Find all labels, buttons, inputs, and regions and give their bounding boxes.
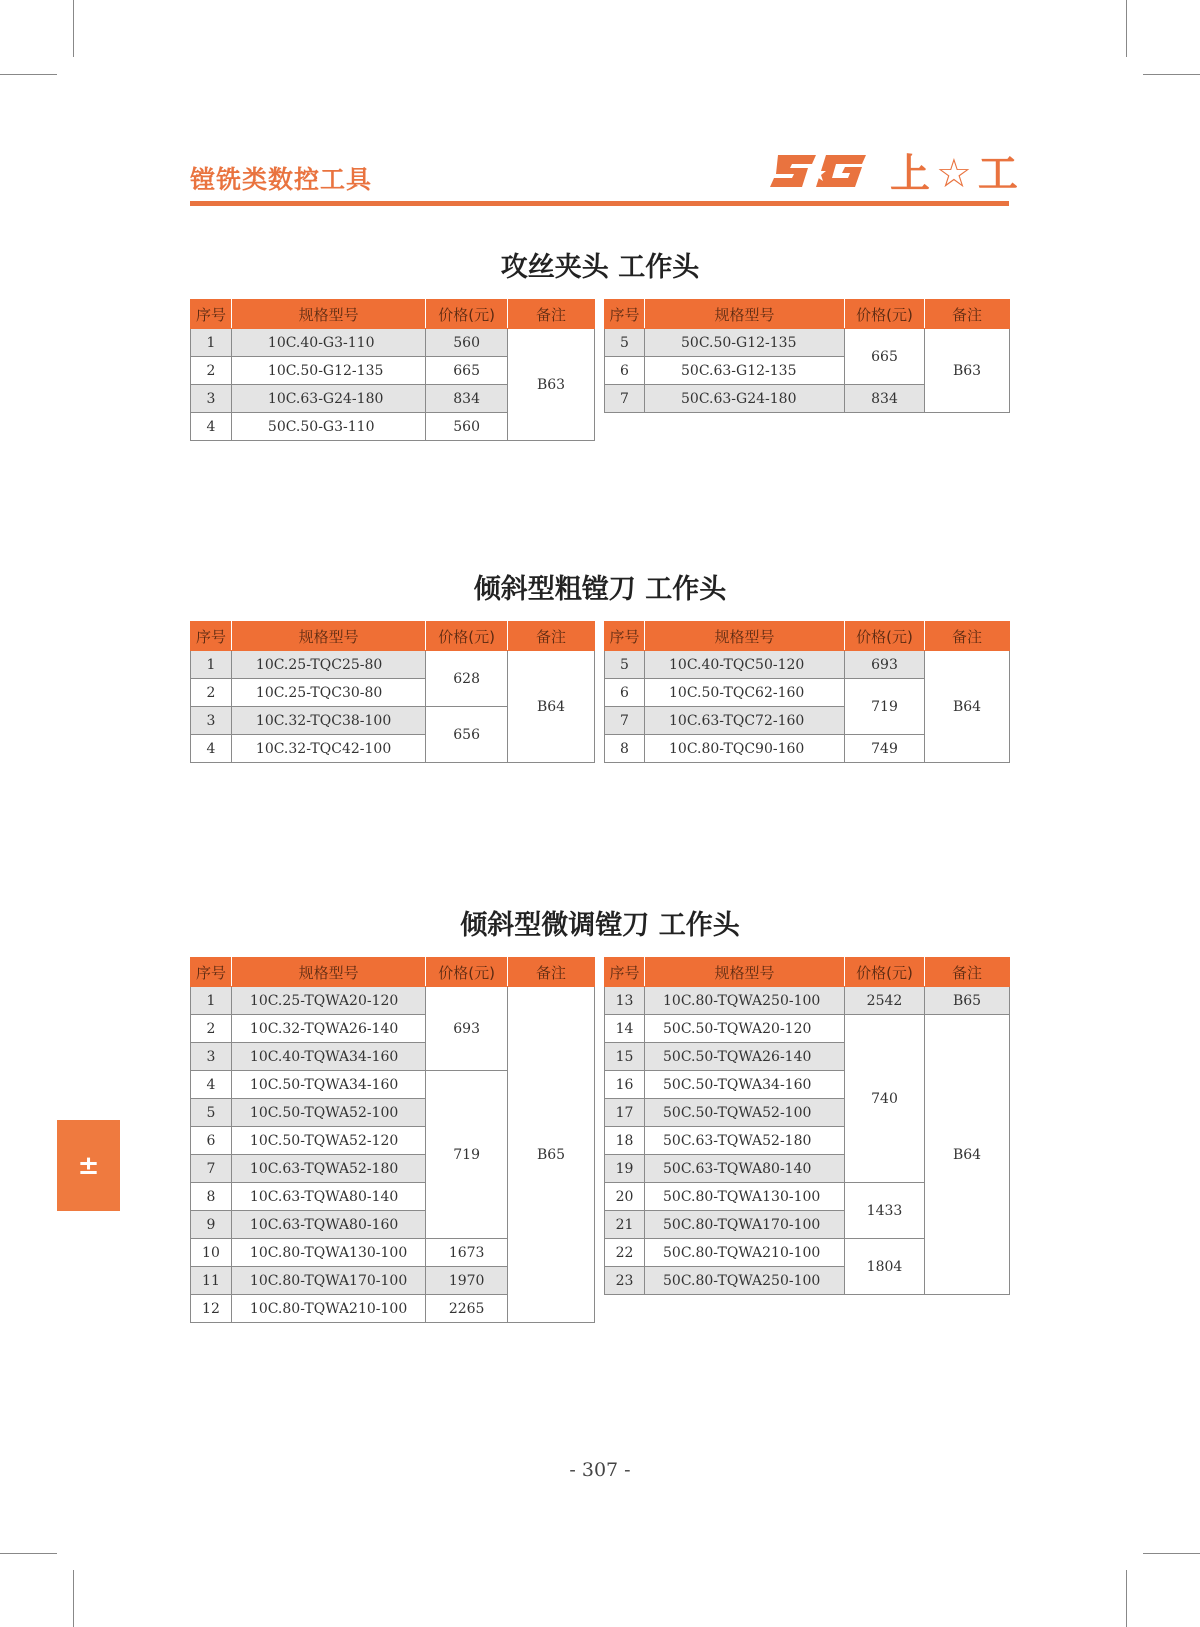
crop-mark	[1143, 74, 1200, 75]
table-row: 1 10C.25-TQC25-80 628 B64	[191, 651, 595, 679]
table-row: 18 50C.63-TQWA52-180	[605, 1127, 1010, 1155]
table-row: 8 10C.63-TQWA80-140	[191, 1183, 595, 1211]
section-title-rough-boring: 倾斜型粗镗刀 工作头	[473, 574, 727, 605]
table-row: 7 50C.63-G24-180 834	[605, 385, 1010, 413]
fine-boring-table-left	[190, 957, 595, 1323]
table-row: 10 10C.80-TQWA130-100 1673	[191, 1239, 595, 1267]
table-row: 5 50C.50-G12-135 665 B63	[605, 329, 1010, 357]
section-title-fine-boring: 倾斜型微调镗刀 工作头	[460, 910, 740, 941]
table-row: 7 10C.63-TQC72-160	[605, 707, 1010, 735]
table-row: 21 50C.80-TQWA170-100	[605, 1211, 1010, 1239]
section-title-tapping: 攻丝夹头 工作头	[500, 252, 700, 283]
table-row: 6 10C.50-TQC62-160 719	[605, 679, 1010, 707]
col-price: 价格(元)	[426, 300, 508, 329]
table-header-row: 序号 规格型号 价格(元) 备注	[605, 958, 1010, 987]
table-header-row: 序号 规格型号 价格(元) 备注	[605, 300, 1010, 329]
table-row: 4 50C.50-G3-110 560	[191, 413, 595, 441]
note-cell: B65	[508, 987, 595, 1323]
col-note: 备注	[508, 300, 595, 329]
table-row: 12 10C.80-TQWA210-100 2265	[191, 1295, 595, 1323]
table-header-row: 序号 规格型号 价格(元) 备注	[191, 958, 595, 987]
table-row: 5 10C.40-TQC50-120 693 B64	[605, 651, 1010, 679]
table-header-row	[191, 300, 595, 329]
table-row: 2 10C.50-G12-135 665	[191, 357, 595, 385]
table-row: 14 50C.50-TQWA20-120 740 B64	[605, 1015, 1010, 1043]
table-row: 15 50C.50-TQWA26-140	[605, 1043, 1010, 1071]
crop-mark	[73, 0, 74, 57]
category-title: 镗铣类数控工具	[190, 165, 373, 194]
table-row: 4 10C.50-TQWA34-160 719	[191, 1071, 595, 1099]
table-row: 1 10C.40-G3-110 560 B63	[191, 329, 595, 357]
crop-mark	[1143, 1553, 1200, 1554]
table-row: 1 10C.25-TQWA20-120 693 B65	[191, 987, 595, 1015]
table-row: 11 10C.80-TQWA170-100 1970	[191, 1267, 595, 1295]
table-row: 22 50C.80-TQWA210-100 1804	[605, 1239, 1010, 1267]
table-row: 3 10C.40-TQWA34-160	[191, 1043, 595, 1071]
header-rule	[190, 201, 1009, 206]
rough-boring-table-right	[604, 621, 1010, 763]
table-row: 20 50C.80-TQWA130-100 1433	[605, 1183, 1010, 1211]
note-cell: B63	[925, 329, 1010, 413]
table-header-row: 序号 规格型号 价格(元) 备注	[191, 622, 595, 651]
table-row: 3 10C.63-G24-180 834	[191, 385, 595, 413]
page-number: - 307 -	[569, 1459, 631, 1481]
table-row: 6 10C.50-TQWA52-120	[191, 1127, 595, 1155]
table-row: 4 10C.32-TQC42-100	[191, 735, 595, 763]
rough-boring-table-left	[190, 621, 595, 763]
table-row: 7 10C.63-TQWA52-180	[191, 1155, 595, 1183]
table-row: 2 10C.32-TQWA26-140	[191, 1015, 595, 1043]
table-row: 16 50C.50-TQWA34-160	[605, 1071, 1010, 1099]
brand-name: 上☆工	[890, 151, 1024, 197]
table-row: 13 10C.80-TQWA250-100 2542 B65	[605, 987, 1010, 1015]
col-idx: 序号	[191, 300, 232, 329]
table-row: 9 10C.63-TQWA80-160	[191, 1211, 595, 1239]
table-row: 5 10C.50-TQWA52-100	[191, 1099, 595, 1127]
table-row: 8 10C.80-TQC90-160 749	[605, 735, 1010, 763]
crop-mark	[0, 74, 57, 75]
note-cell: B65	[925, 987, 1010, 1015]
table-row: 2 10C.25-TQC30-80	[191, 679, 595, 707]
note-cell: B63	[508, 329, 595, 441]
fine-boring-table-right	[604, 957, 1010, 1295]
crop-mark	[0, 1553, 57, 1554]
note-cell: B64	[925, 1015, 1010, 1295]
table-row: 6 50C.63-G12-135	[605, 357, 1010, 385]
crop-mark	[73, 1570, 74, 1627]
tapping-table-left	[190, 299, 595, 441]
table-row: 19 50C.63-TQWA80-140	[605, 1155, 1010, 1183]
col-model: 规格型号	[231, 300, 425, 329]
crop-mark	[1126, 0, 1127, 57]
note-cell: B64	[508, 651, 595, 763]
chapter-tab: ±	[57, 1120, 120, 1211]
crop-mark	[1126, 1570, 1127, 1627]
sg-logo-icon	[770, 151, 870, 191]
table-row: 23 50C.80-TQWA250-100	[605, 1267, 1010, 1295]
table-row: 3 10C.32-TQC38-100 656	[191, 707, 595, 735]
brand-logo	[770, 148, 1024, 197]
note-cell: B64	[925, 651, 1010, 763]
tapping-table-right	[604, 299, 1010, 413]
table-header-row: 序号 规格型号 价格(元) 备注	[605, 622, 1010, 651]
table-row: 17 50C.50-TQWA52-100	[605, 1099, 1010, 1127]
